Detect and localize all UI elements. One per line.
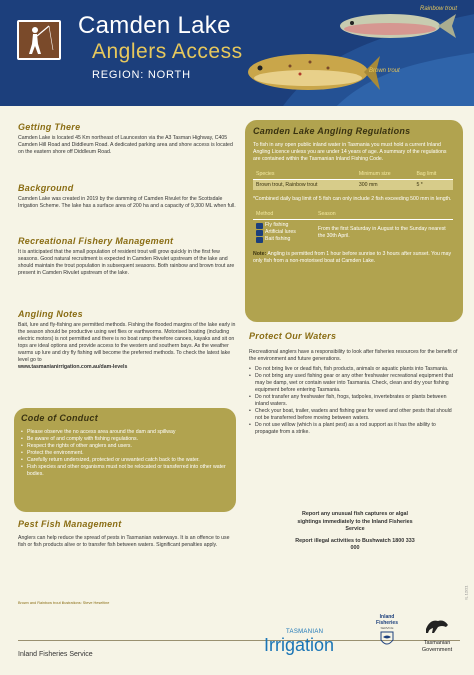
angling-notes-section [18,309,238,371]
list-item: • Respect the rights of other anglers and users. [21,443,229,450]
list-item: • Protect the environment. [21,450,229,457]
table-header: Season [315,209,453,220]
recreational-section [18,236,238,277]
section-heading: Camden Lake Angling Regulations [253,126,411,136]
tasmanian-government-logo: Tasmanian Government [414,615,460,653]
list-item: • Check your boat, trailer, waders and fishing gear for weed and other pests that should not be transferred before moving between waters. [249,408,459,422]
section-heading: Protect Our Waters [249,331,337,341]
method-label: Artificial lures [265,229,296,235]
illustration-credit: Brown and Rainbow trout illustrations: Steve Heseltine [18,601,110,605]
page-title: Camden Lake [78,12,231,39]
table-cell: 300 mm [356,180,414,191]
dam-levels-link[interactable]: www.tasmanianirrigation.com.au/dam-levels [18,364,128,370]
method-table [253,209,453,245]
region-label: REGION: NORTH [92,69,191,81]
page-subtitle: Anglers Access [92,40,243,63]
document-code: IL 12/21 [463,585,469,600]
size-limit-table [253,169,453,190]
section-text: Camden Lake was created in 2019 by the damming of Camden Rivulet for the Scottsdale Irrigation Scheme. The lake has a surface area of 200 ha and a capacity of 9,300 ML when full. [18,196,236,209]
table-cell: 5 * [413,180,453,191]
section-heading: Recreational Fishery Management [18,236,174,246]
section-heading: Background [18,183,74,193]
season-cell: From the first Saturday in August to the Sunday nearest the 30th April. [318,225,446,239]
list-item: • Be aware of and comply with fishing regulations. [21,436,229,443]
regulations-box [245,120,463,322]
background-section [18,183,238,210]
brown-trout-illustration [240,40,380,100]
method-label: Fly fishing [265,222,289,228]
code-list [21,429,229,478]
list-item: • Do not bring live or dead fish, fish products, animals or aquatic plants into Tasmania. [249,366,459,373]
section-heading: Angling Notes [18,309,83,319]
list-item: • Do not bring any used fishing gear or any other freshwater recreational equipment that may be damp, wet or contain water into Tasmania. Check, clean and dry your fishing equipment before entering Tasmania. [249,373,459,394]
lure-icon [256,230,263,236]
section-text: Camden Lake is located 45 Km northeast of Launceston via the A3 Tasman Highway, C405 Camden Hill Road and Diddleum Road. A dedicated parking area and shore access is located on the eastern shore off Diddleum Road. [18,135,233,155]
fly-fishing-icon [256,223,263,229]
table-row [253,180,453,191]
table-row [253,220,453,246]
report-notice [290,511,420,553]
list-item: • Fish species and other organisms must not be relocated or transferred into other water bodies. [21,464,229,478]
bait-icon [256,237,263,243]
brown-trout-caption: Brown trout [369,68,400,74]
table-header: Species [253,169,356,180]
getting-there-section [18,122,238,156]
list-item: • Do not transfer any freshwater fish, frogs, tadpoles, invertebrates or plants between inland waters. [249,394,459,408]
section-heading: Code of Conduct [21,413,98,423]
table-header: Method [253,209,315,220]
section-text: Bait, lure and fly-fishing are permitted methods. Fishing the flooded margins of the lake early in the season should be productive using wet flies or earthworms. Motorised boating (including electric motors) is not permitted and there is no boat ramp therefore canoes, kayaks and sit on tops are ideal options and provide access to the western and southern bays. As the weather warms up lure and dry fly fishing will become the preferred methods. To check the latest lake level go to [18,322,236,363]
protect-list [249,366,459,436]
combined-limit-note: *Combined daily bag limit of 5 fish can only include 2 fish exceeding 500 mm in length. [253,196,452,202]
protect-waters-section [249,331,459,436]
list-item: • Carefully return undersized, protected or unwanted catch back to the water. [21,457,229,464]
regulations-intro: To fish in any open public inland water in Tasmania you must hold a current Inland Angling Licence unless you are under 14 years of age. A summary of the regulations are contained within the Tasmanian Inland Fishing Code. [253,142,447,162]
table-header: Bag limit [413,169,453,180]
angler-icon [17,20,61,60]
report-line: Report illegal activities to Bushwatch 1800 333 000 [295,537,415,551]
list-item: • Do not use willow (which is a plant pest) as a rod support as it has the ability to propagate from a strike. [249,422,459,436]
section-text: Anglers can help reduce the spread of pests in Tasmanian waterways. It is an offence to use fish or fish products alive or to transfer fish between waters. Significant penalties apply. [18,535,230,548]
tasmanian-irrigation-logo: TASMANIAN Irrigation [264,629,335,655]
section-text: It is anticipated that the small population of resident trout will grow quickly in the first few seasons. Good natural recruitment is expected in Camden Rivulet upstream of the lake and should maintain the trout population in subsequent seasons. Both rainbow and brown trout are present in Camden Rivulet upstream of the lake. [18,249,235,276]
header-banner [0,0,474,106]
footer-org: Inland Fisheries Service [18,651,93,658]
section-text: Recreational anglers have a responsibility to look after fisheries resources for the benefit of the environment and future generations. [249,349,458,362]
rainbow-trout-caption: Rainbow trout [420,6,458,12]
inland-fisheries-logo: Inland Fisheries SERVICE [370,615,404,653]
code-of-conduct-box [14,408,236,512]
method-label: Bait fishing [265,236,291,242]
pest-fish-section [18,519,238,549]
section-heading: Getting There [18,122,81,132]
list-item: • Please observe the no access area around the dam and spillway [21,429,229,436]
report-line: Report any unusual fish captures or algal sightings immediately to the Inland Fisheries Service [297,511,413,532]
section-heading: Pest Fish Management [18,519,122,529]
tasmanian-tiger-icon [424,615,450,635]
regulations-note: Note: Angling is permitted from 1 hour before sunrise to 3 hours after sunset. You may only fish from a non-motorised boat at Camden Lake. [253,251,452,264]
table-header: Minimum size [356,169,414,180]
table-cell: Brown trout, Rainbow trout [253,180,356,191]
fisheries-crest-icon [377,630,397,648]
